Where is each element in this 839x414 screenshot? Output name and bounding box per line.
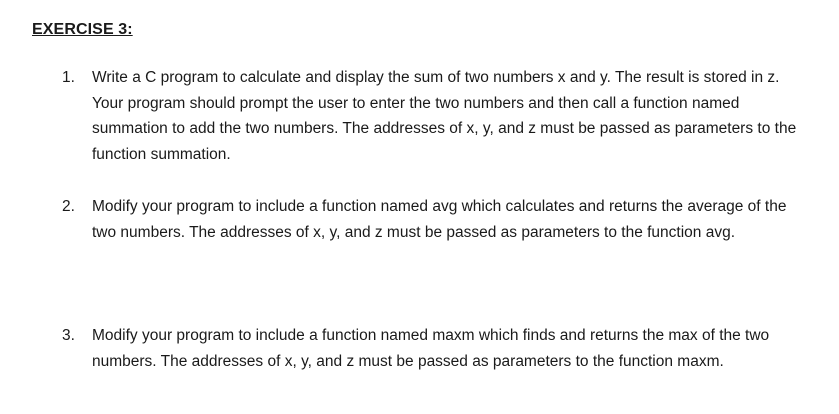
exercise-item-2 bbox=[62, 194, 802, 245]
item-text: Modify your program to include a function named maxm which finds and returns the max of the two numbers. The addresses of x, y, and z must be passed as parameters to the function maxm. bbox=[92, 327, 770, 370]
item-number: 3. bbox=[62, 327, 75, 344]
exercise-item-1 bbox=[62, 65, 802, 167]
item-text: Write a C program to calculate and display the sum of two numbers x and y. The result is stored in z. Your program should prompt the user to enter the two numbers and then call a function named summation to add the two numbers. The addresses of x, y, and z must be passed as parameters to the function summation. bbox=[92, 69, 797, 163]
item-number: 2. bbox=[62, 198, 75, 215]
item-text: Modify your program to include a function named avg which calculates and returns the average of the two numbers. The addresses of x, y, and z must be passed as parameters to the function avg. bbox=[92, 198, 787, 241]
exercise-heading: EXERCISE 3: bbox=[32, 21, 133, 38]
exercise-item-3 bbox=[62, 323, 802, 374]
item-number: 1. bbox=[62, 69, 75, 86]
